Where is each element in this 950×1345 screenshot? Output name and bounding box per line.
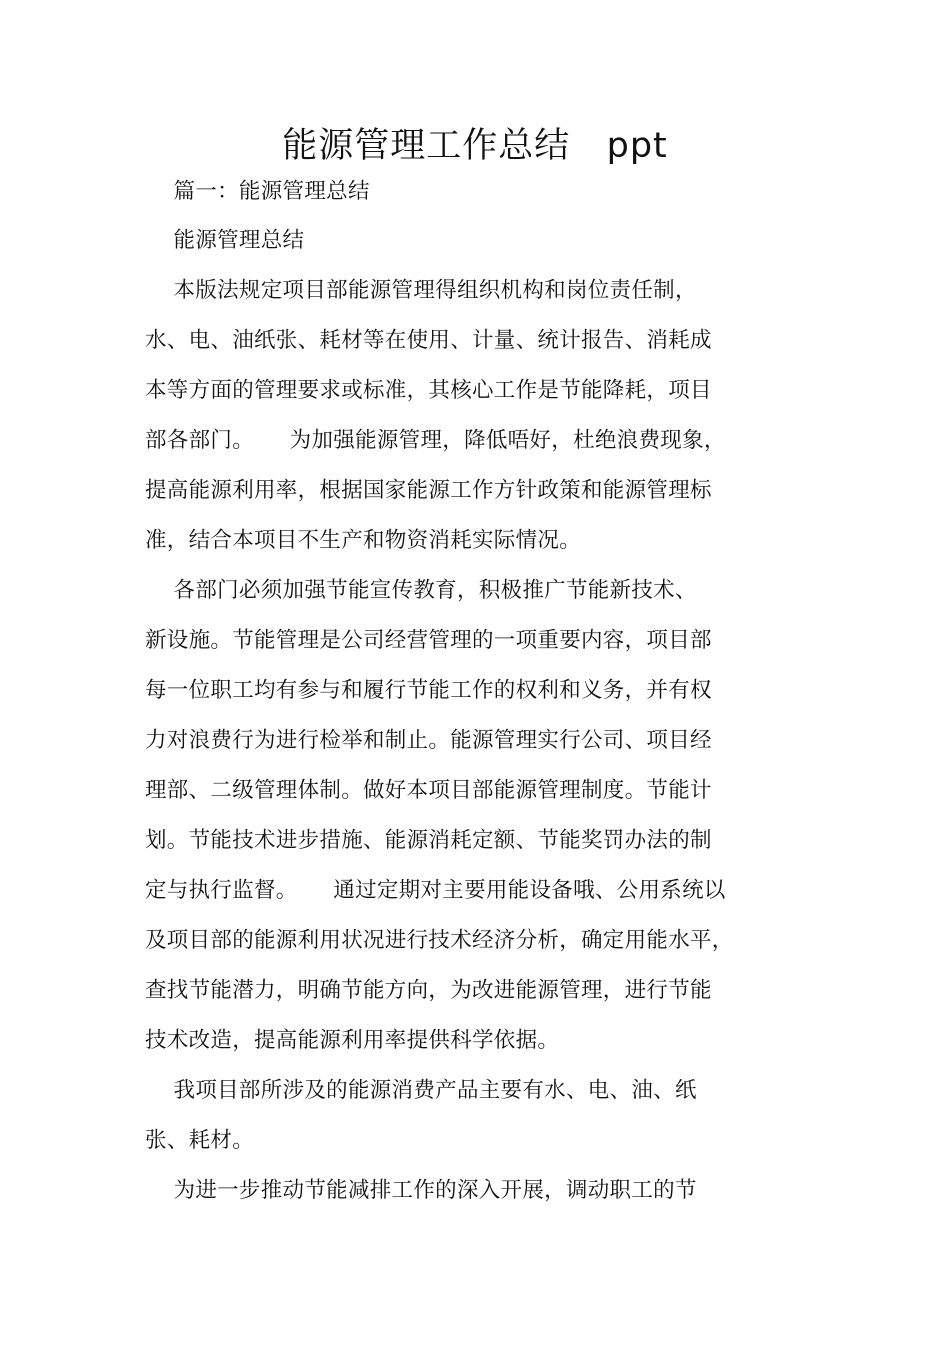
paragraph-line: 准，结合本项目不生产和物资消耗实际情况。 <box>145 528 582 553</box>
paragraph-line: 本等方面的管理要求或标准，其核心工作是节能降耗，项目 <box>145 378 712 403</box>
paragraph-line: 查找节能潜力，明确节能方向，为改进能源管理，进行节能 <box>145 978 712 1003</box>
paragraph-line: 每一位职工均有参与和履行节能工作的权利和义务，并有权 <box>145 678 712 703</box>
paragraph-line: 及项目部的能源利用状况进行技术经济分析，确定用能水平， <box>145 928 734 953</box>
paragraph-line: 本版法规定项目部能源管理得组织机构和岗位责任制， <box>145 278 697 303</box>
paragraph-line: 提高能源利用率，根据国家能源工作方针政策和能源管理标 <box>145 478 712 503</box>
paragraph-line: 为进一步推动节能减排工作的深入开展，调动职工的节 <box>145 1178 697 1203</box>
paragraph-line: 力对浪费行为进行检举和制止。能源管理实行公司、项目经 <box>145 728 712 753</box>
paragraph-line: 水、电、油纸张、耗材等在使用、计量、统计报告、消耗成 <box>145 328 712 353</box>
paragraph-line: 能源管理总结 <box>145 228 305 253</box>
paragraph-line: 定与执行监督。 通过定期对主要用能设备哦、公用系统以 <box>145 878 726 903</box>
paragraph-line: 部各部门。 为加强能源管理，降低唔好，杜绝浪费现象， <box>145 428 726 453</box>
paragraph-line: 理部、二级管理体制。做好本项目部能源管理制度。节能计 <box>145 778 712 803</box>
document-title: 能源管理工作总结 ppt <box>282 126 668 166</box>
paragraph-line: 篇一：能源管理总结 <box>145 179 370 204</box>
paragraph-line: 新设施。节能管理是公司经营管理的一项重要内容，项目部 <box>145 628 712 653</box>
paragraph-line: 划。节能技术进步措施、能源消耗定额、节能奖罚办法的制 <box>145 828 712 853</box>
paragraph-line: 各部门必须加强节能宣传教育，积极推广节能新技术、 <box>145 578 697 603</box>
paragraph-line: 张、耗材。 <box>145 1128 255 1153</box>
paragraph-line: 技术改造，提高能源利用率提供科学依据。 <box>145 1028 560 1053</box>
paragraph-line: 我项目部所涉及的能源消费产品主要有水、电、油、纸 <box>145 1078 697 1103</box>
